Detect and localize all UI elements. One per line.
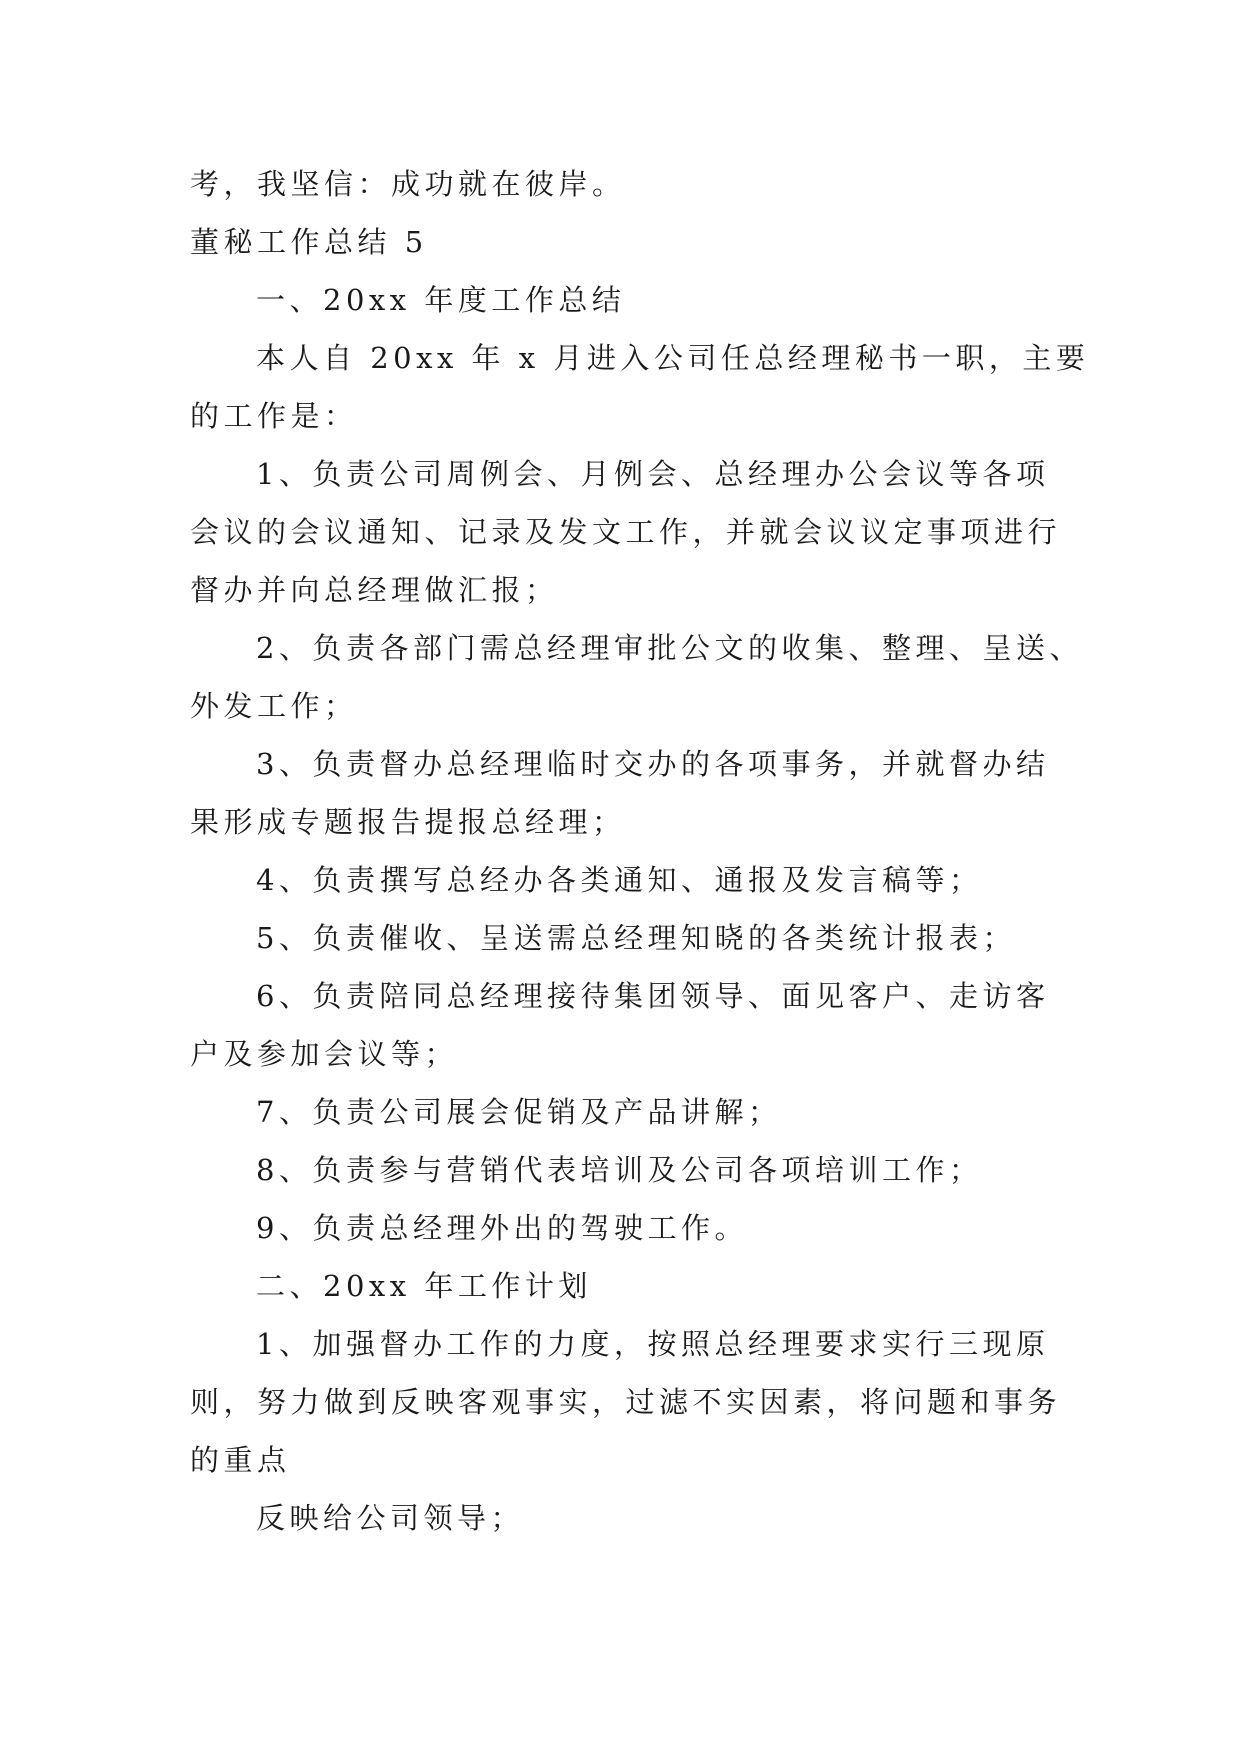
list-item-9: 9、负责总经理外出的驾驶工作。 (256, 1211, 748, 1245)
list-item-2: 2、负责各部门需总经理审批公文的收集、整理、呈送、 (256, 631, 1083, 665)
list-item-1-cont-b: 督办并向总经理做汇报； (190, 573, 559, 607)
list-item-3-cont: 果形成专题报告提报总经理； (190, 805, 626, 839)
list-item-6: 6、负责陪同总经理接待集团领导、面见客户、走访客 (256, 979, 1050, 1013)
plan-item-1-cont-a: 则，努力做到反映客观事实，过滤不实因素，将问题和事务 (190, 1385, 1062, 1419)
text-line-intro-cont: 的工作是： (190, 399, 358, 433)
heading-annual-summary: 一、20xx 年度工作总结 (256, 283, 626, 317)
plan-item-1-cont-c: 反映给公司领导； (256, 1501, 525, 1535)
plan-item-1-cont-b: 的重点 (190, 1443, 291, 1477)
list-item-4: 4、负责撰写总经办各类通知、通报及发言稿等； (256, 863, 983, 897)
text-line-intro: 本人自 20xx 年 x 月进入公司任总经理秘书一职，主要 (256, 341, 1090, 375)
section-title: 董秘工作总结 5 (190, 225, 428, 259)
text-line-1: 考，我坚信：成功就在彼岸。 (190, 167, 626, 201)
list-item-6-cont: 户及参加会议等； (190, 1037, 459, 1071)
list-item-1: 1、负责公司周例会、月例会、总经理办公会议等各项 (256, 457, 1050, 491)
list-item-8: 8、负责参与营销代表培训及公司各项培训工作； (256, 1153, 983, 1187)
list-item-2-cont: 外发工作； (190, 689, 358, 723)
list-item-7: 7、负责公司展会促销及产品讲解； (256, 1095, 782, 1129)
plan-item-1: 1、加强督办工作的力度，按照总经理要求实行三现原 (256, 1327, 1050, 1361)
list-item-3: 3、负责督办总经理临时交办的各项事务，并就督办结 (256, 747, 1050, 781)
list-item-5: 5、负责催收、呈送需总经理知晓的各类统计报表； (256, 921, 1016, 955)
list-item-1-cont-a: 会议的会议通知、记录及发文工作，并就会议议定事项进行 (190, 515, 1062, 549)
heading-work-plan: 二、20xx 年工作计划 (256, 1269, 592, 1303)
